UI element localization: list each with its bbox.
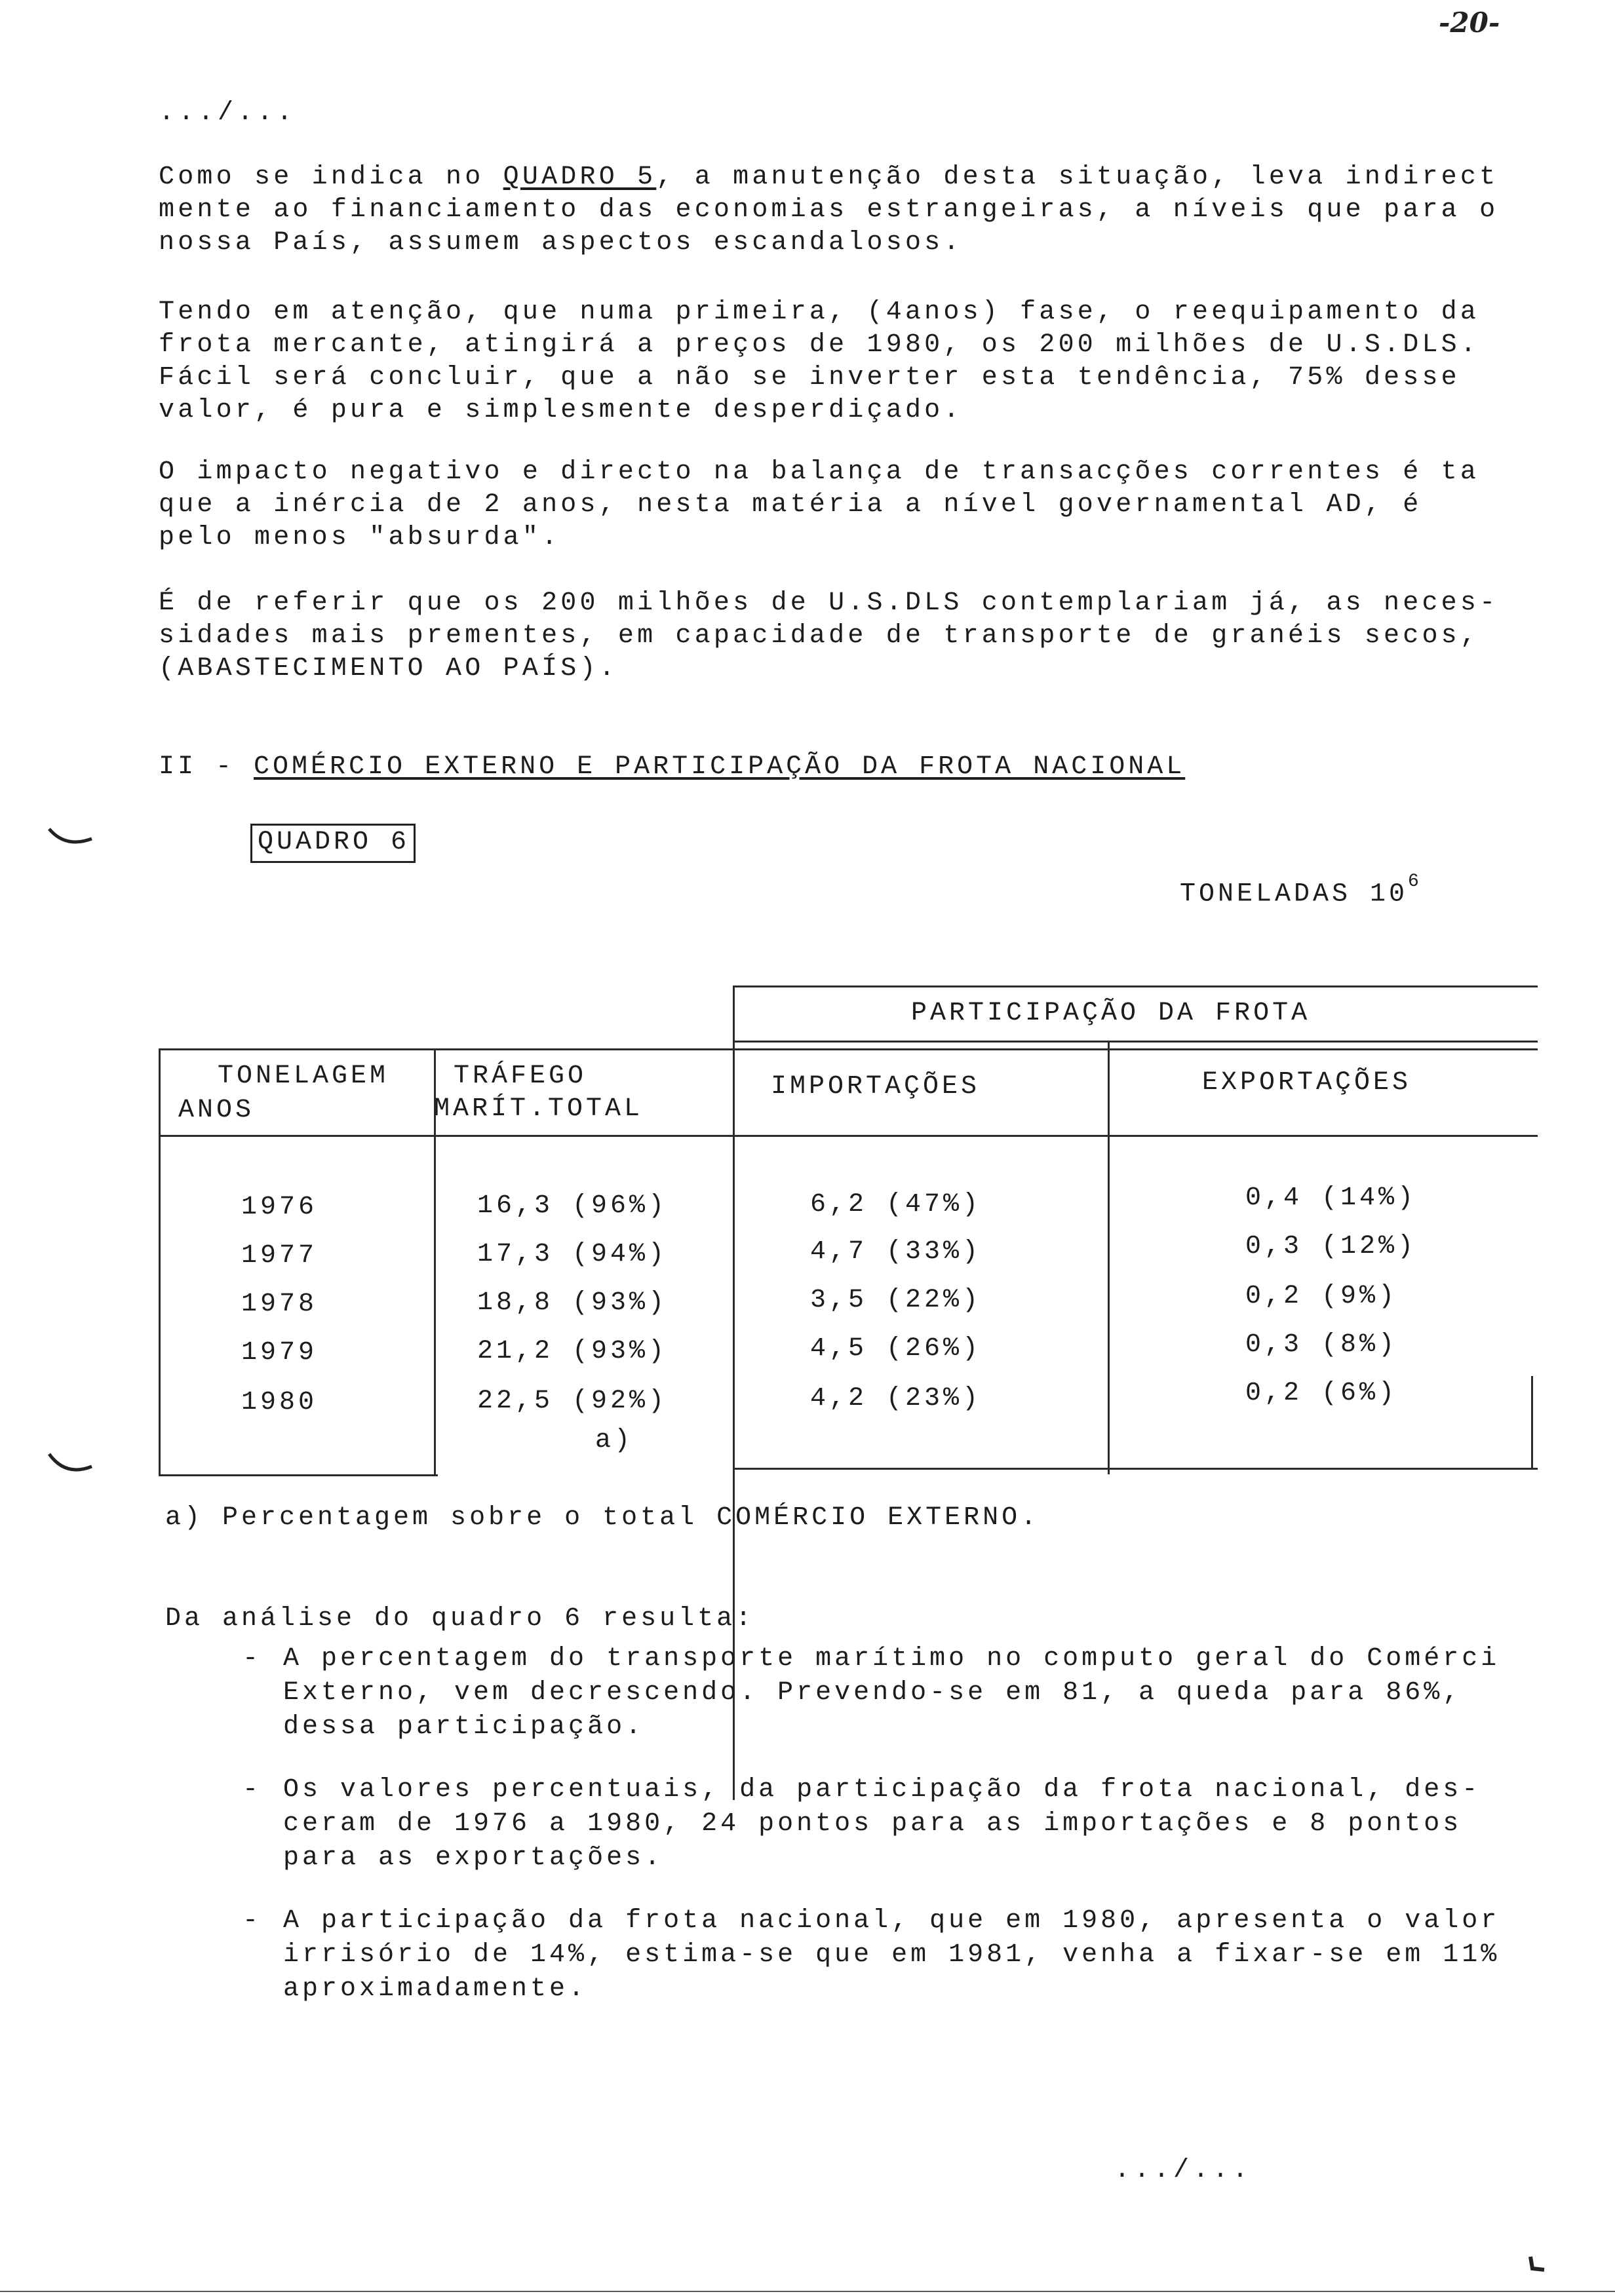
col2-header-line2: MARÍT.TOTAL — [434, 1094, 644, 1124]
paragraph-3-line-2: que a inércia de 2 anos, nesta matéria a nível governamental AD, é — [159, 490, 1422, 520]
paragraph-2 — [159, 296, 1542, 427]
section-number: II - — [159, 752, 235, 782]
table-bottom-line-2 — [733, 1468, 1538, 1470]
group-header: PARTICIPAÇÃO DA FROTA — [911, 999, 1311, 1028]
col1-header-line2: ANOS — [178, 1096, 255, 1125]
row-1978-exp: 0,2 (9%) — [1245, 1282, 1398, 1311]
row-1980-year: 1980 — [241, 1388, 318, 1417]
paragraph-1-line-1: Como se indica no QUADRO 5, a manutenção desta situação, leva indirect — [159, 163, 1499, 192]
table-subheader-line — [735, 1041, 1538, 1043]
row-1976-imp: 6,2 (47%) — [810, 1190, 982, 1219]
paragraph-4-line-2: sidades mais prementes, em capacidade de transporte de granéis secos, — [159, 621, 1480, 651]
table-right-edge — [1531, 1376, 1533, 1468]
section-heading — [159, 752, 1185, 782]
table-vline-3b — [733, 986, 735, 1474]
list-item: - A participação da frota nacional, que em 1980, apresenta o valor irrisório de 14%, estima-se que em 1981, venha a fixar-se em 11% aproximadamente. — [243, 1904, 1500, 2006]
row-1978-imp: 3,5 (22%) — [810, 1286, 982, 1315]
row-1976-year: 1976 — [241, 1193, 318, 1222]
row-1980-total: 22,5 (92%) — [477, 1387, 668, 1416]
corner-mark-icon — [1527, 2254, 1547, 2274]
table-top-line-group — [733, 985, 1538, 987]
row-1977-year: 1977 — [241, 1241, 318, 1271]
binder-mark-icon — [46, 826, 98, 852]
table-header-line — [159, 1048, 1538, 1050]
page-number: -20- — [1439, 7, 1500, 39]
table-units: TONELADAS $10^6$ — [1180, 871, 1422, 909]
table-vline-4 — [1108, 1042, 1110, 1474]
paragraph-2-line-4: valor, é pura e simplesmente desperdiçado. — [159, 396, 963, 425]
table-vline-1 — [159, 1048, 161, 1474]
row-1980-exp: 0,2 (6%) — [1245, 1379, 1398, 1408]
col2-header-line1: TRÁFEGO — [454, 1062, 587, 1091]
col1-header-line1: TONELAGEM — [218, 1062, 389, 1091]
table-footnote: a) Percentagem sobre o total COMÉRCIO EXTERNO. — [165, 1503, 1040, 1533]
row-1976-total: 16,3 (96%) — [477, 1191, 668, 1221]
paragraph-3 — [159, 456, 1542, 554]
bullet-dash: - — [243, 1644, 262, 1674]
binder-mark-icon — [46, 1451, 98, 1480]
paragraph-2-line-2: frota mercante, atingirá a preços de 1980, os 200 milhões de U.S.DLS. — [159, 330, 1480, 360]
continuation-mark-bottom: .../... — [1114, 2156, 1253, 2185]
paragraph-2-line-3: Fácil será concluir, que a não se inverter esta tendência, 75% desse — [159, 363, 1460, 392]
paragraph-1 — [159, 161, 1542, 259]
row-1979-year: 1979 — [241, 1338, 318, 1368]
row-1976-exp: 0,4 (14%) — [1245, 1183, 1417, 1213]
paragraph-1-line-2: mente ao financiamento das economias estrangeiras, a níveis que para o — [159, 195, 1499, 225]
units-exponent: 6 — [1408, 871, 1422, 892]
paragraph-4 — [159, 587, 1542, 685]
row-1979-total: 21,2 (93%) — [477, 1337, 668, 1366]
scan-bottom-edge — [0, 2291, 1615, 2292]
list-item: - A percentagem do transporte marítimo no computo geral do Comérci Externo, vem decrescendo. Prevendo-se em 81, a queda para 86%, dessa participação. — [243, 1642, 1500, 1744]
total-footnote-ref: a) — [595, 1426, 634, 1455]
continuation-mark-top: .../... — [159, 98, 297, 128]
row-1977-imp: 4,7 (33%) — [810, 1237, 982, 1267]
row-1978-year: 1978 — [241, 1290, 318, 1319]
paragraph-3-line-1: O impacto negativo e directo na balança de transacções correntes é ta — [159, 457, 1480, 487]
paragraph-4-line-3: (ABASTECIMENTO AO PAÍS). — [159, 654, 618, 683]
paragraph-1-line-3: nossa País, assumem aspectos escandalosos. — [159, 228, 963, 258]
col3-header: IMPORTAÇÕES — [771, 1072, 981, 1101]
table-label: QUADRO 6 — [250, 824, 416, 863]
table-body-top-line — [159, 1135, 1538, 1137]
col4-header: EXPORTAÇÕES — [1202, 1068, 1412, 1098]
quadro-5-reference: QUADRO 5 — [503, 163, 657, 192]
list-item: - Os valores percentuais, da participação da frota nacional, des- ceram de 1976 a 1980, 24 pontos para as importações e 8 pontos para as exportações. — [243, 1773, 1481, 1875]
row-1979-exp: 0,3 (8%) — [1245, 1330, 1398, 1360]
row-1977-total: 17,3 (94%) — [477, 1240, 668, 1269]
paragraph-4-line-1: É de referir que os 200 milhões de U.S.DLS contemplariam já, as neces- — [159, 588, 1499, 618]
section-title: COMÉRCIO EXTERNO E PARTICIPAÇÃO DA FROTA NACIONAL — [254, 752, 1186, 782]
table-bottom-line-1 — [159, 1474, 438, 1476]
row-1978-total: 18,8 (93%) — [477, 1288, 668, 1318]
bullet-dash: - — [243, 1906, 262, 1936]
paragraph-3-line-3: pelo menos "absurda". — [159, 523, 561, 552]
row-1979-imp: 4,5 (26%) — [810, 1334, 982, 1364]
row-1977-exp: 0,3 (12%) — [1245, 1232, 1417, 1261]
analysis-intro: Da análise do quadro 6 resulta: — [165, 1604, 755, 1634]
row-1980-imp: 4,2 (23%) — [810, 1384, 982, 1413]
paragraph-2-line-1: Tendo em atenção, que numa primeira, (4anos) fase, o reequipamento da — [159, 297, 1480, 327]
bullet-dash: - — [243, 1775, 262, 1805]
